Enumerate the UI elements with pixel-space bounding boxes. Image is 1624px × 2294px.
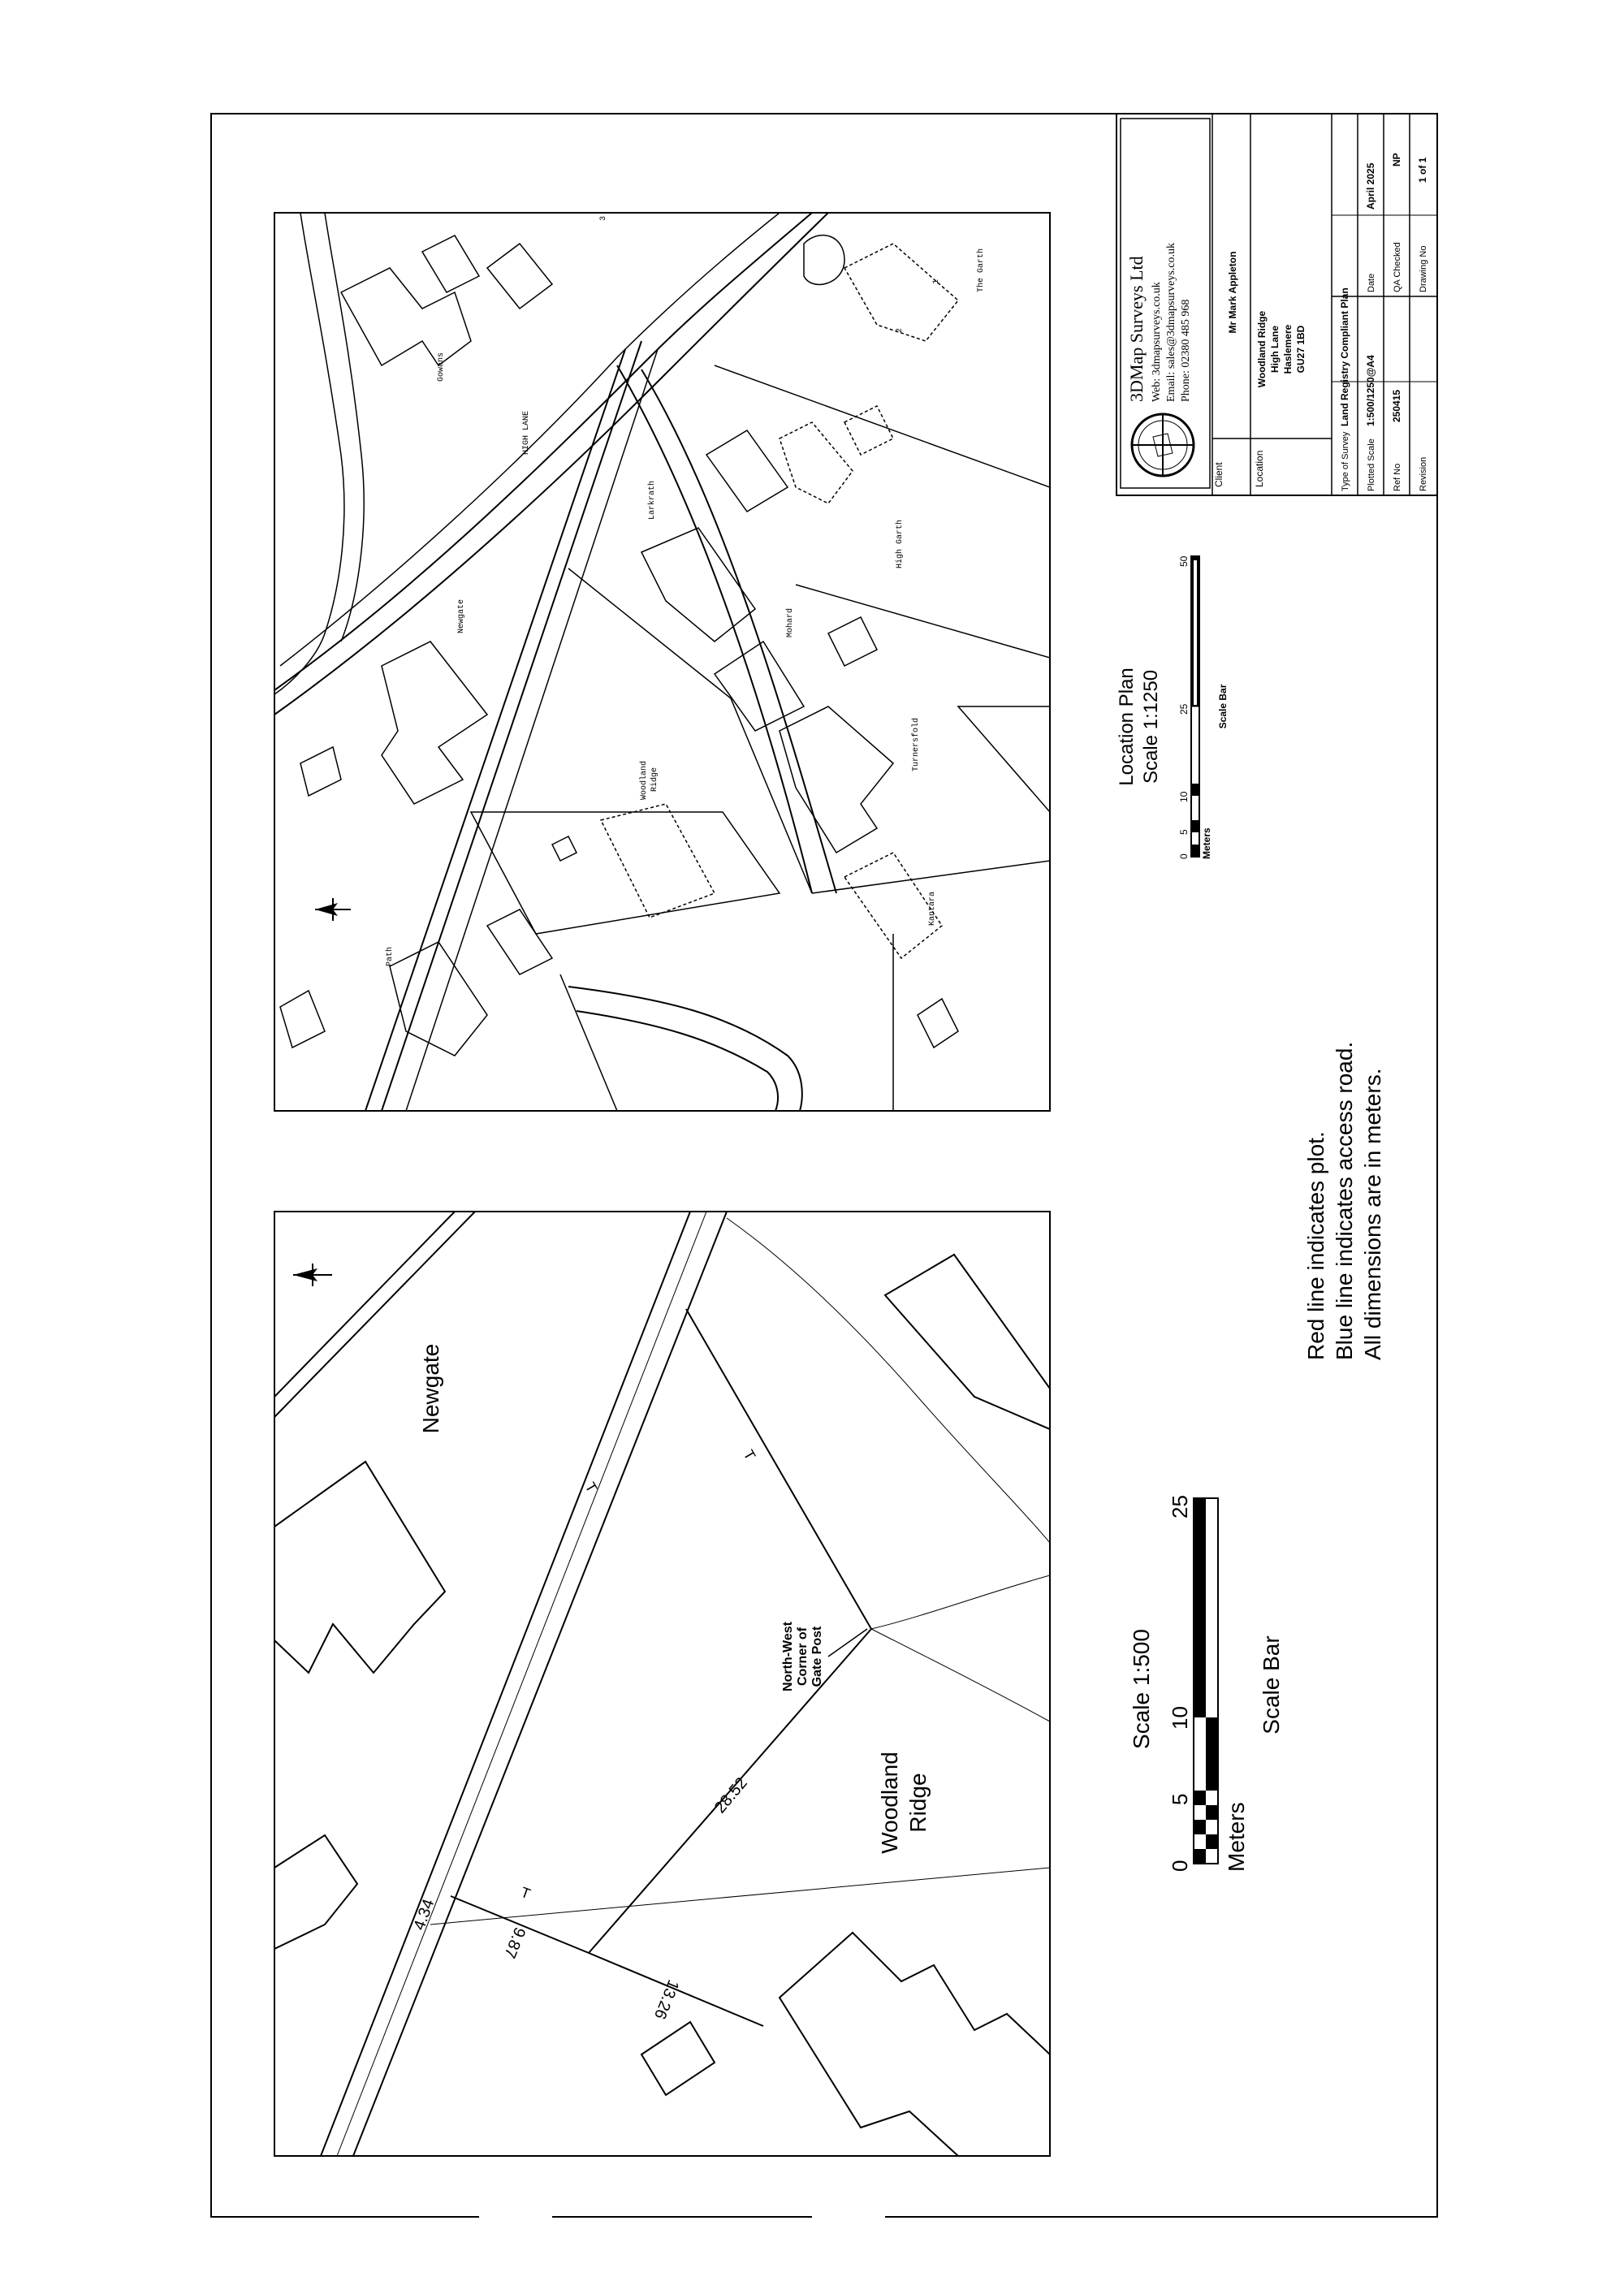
site-marker-t1: T bbox=[581, 1480, 601, 1496]
location-line4: GU27 1BD bbox=[1295, 325, 1307, 374]
loc-label-plot-3: 3 bbox=[599, 215, 608, 221]
location-scale-tick-50: 50 bbox=[1178, 555, 1190, 567]
site-marker-t2: T bbox=[740, 1447, 759, 1463]
dimension-13-26: 13.26 bbox=[650, 1976, 683, 2022]
title-block bbox=[1116, 114, 1437, 495]
company-phone: Phone: 02380 485 968 bbox=[1180, 299, 1192, 402]
loc-label-gowans: Gowans bbox=[437, 352, 446, 382]
dimension-9-87: 9.87 bbox=[500, 1925, 529, 1961]
gate-post-label-3: Gate Post bbox=[810, 1626, 824, 1687]
site-scale-tick-0: 0 bbox=[1168, 1860, 1192, 1872]
location-plan-scale: Scale 1:1250 bbox=[1140, 669, 1162, 784]
company-web: Web: 3dmapsurveys.co.uk bbox=[1151, 282, 1163, 402]
note-dimensions: All dimensions are in meters. bbox=[1360, 1068, 1385, 1360]
drawing-value: 1 of 1 bbox=[1417, 157, 1428, 183]
loc-label-high-lane: HIGH LANE bbox=[522, 410, 531, 455]
location-line3: Haslemere bbox=[1282, 324, 1294, 374]
date-value: April 2025 bbox=[1365, 162, 1376, 210]
location-scale-tick-5: 5 bbox=[1178, 829, 1190, 835]
ref-value: 250415 bbox=[1391, 389, 1402, 422]
loc-label-turnersfold: Turnersfold bbox=[912, 717, 921, 771]
loc-label-woodland: Woodland bbox=[640, 760, 649, 800]
site-label-woodland: Woodland bbox=[877, 1752, 902, 1854]
location-plan bbox=[274, 213, 1229, 1111]
site-plan-scale: Scale 1:500 bbox=[1129, 1629, 1154, 1749]
location-scale-tick-25: 25 bbox=[1178, 703, 1190, 715]
loc-label-plot-2: 2 bbox=[896, 327, 905, 333]
note-access-road: Blue line indicates access road. bbox=[1332, 1041, 1357, 1360]
dimension-4-34: 4.34 bbox=[410, 1896, 438, 1933]
location-line2: High Lane bbox=[1269, 325, 1281, 374]
company-logo-icon bbox=[1132, 414, 1194, 476]
site-scale-bar-label: Scale Bar bbox=[1259, 1635, 1284, 1735]
location-scale-bar bbox=[1191, 556, 1199, 857]
location-label: Location bbox=[1254, 450, 1265, 487]
plotted-scale-label: Plotted Scale bbox=[1367, 438, 1376, 491]
loc-label-path: Path bbox=[386, 946, 395, 966]
site-scale-tick-25: 25 bbox=[1168, 1495, 1192, 1519]
survey-type-label: Type of Survey bbox=[1341, 431, 1350, 491]
location-plan-title: Location Plan bbox=[1116, 667, 1138, 786]
note-plot: Red line indicates plot. bbox=[1303, 1131, 1328, 1360]
site-scale-units: Meters bbox=[1224, 1802, 1249, 1872]
location-scale-tick-0: 0 bbox=[1178, 853, 1190, 859]
loc-label-larkrath: Larkrath bbox=[648, 480, 657, 520]
client-value: Mr Mark Appleton bbox=[1227, 251, 1238, 334]
site-scale-bar bbox=[1194, 1498, 1218, 1864]
site-scale-tick-10: 10 bbox=[1168, 1706, 1192, 1730]
loc-label-plot-1: 1 bbox=[932, 279, 941, 284]
ref-label: Ref No bbox=[1393, 463, 1402, 491]
gate-post-label-1: North-West bbox=[781, 1622, 795, 1691]
location-line1: Woodland Ridge bbox=[1256, 310, 1268, 388]
company-email: Email: sales@3dmapsurveys.co.uk bbox=[1165, 242, 1177, 402]
revision-label: Revision bbox=[1419, 456, 1428, 491]
location-scale-units: Meters bbox=[1201, 827, 1212, 859]
loc-label-mohard: Mohard bbox=[786, 607, 795, 637]
survey-type-value: Land Registry Compliant Plan bbox=[1339, 287, 1350, 426]
location-scale-tick-10: 10 bbox=[1178, 791, 1190, 802]
site-marker-t3: T bbox=[518, 1883, 533, 1903]
site-label-ridge: Ridge bbox=[905, 1773, 931, 1833]
site-label-newgate: Newgate bbox=[418, 1343, 443, 1434]
date-label: Date bbox=[1367, 273, 1376, 292]
plotted-scale-value: 1:500/1250@A4 bbox=[1365, 355, 1376, 426]
site-plan bbox=[274, 1212, 1284, 2156]
site-scale-tick-5: 5 bbox=[1168, 1793, 1192, 1805]
location-scale-bar-label: Scale Bar bbox=[1217, 684, 1229, 729]
loc-label-newgate: Newgate bbox=[457, 598, 466, 633]
drawing-label: Drawing No bbox=[1419, 245, 1428, 292]
dimension-28-52: 28.52 bbox=[710, 1773, 751, 1817]
qa-value: NP bbox=[1391, 153, 1402, 166]
gate-post-label-2: Corner of bbox=[796, 1627, 810, 1686]
loc-label-the-garth: The Garth bbox=[977, 248, 986, 292]
company-name: 3DMap Surveys Ltd bbox=[1126, 256, 1147, 402]
loc-label-high-garth: High Garth bbox=[896, 519, 905, 568]
loc-label-ridge: Ridge bbox=[650, 767, 659, 792]
client-label: Client bbox=[1213, 462, 1224, 487]
loc-label-kantara: Kantara bbox=[928, 891, 937, 926]
qa-label: QA Checked bbox=[1393, 242, 1402, 292]
